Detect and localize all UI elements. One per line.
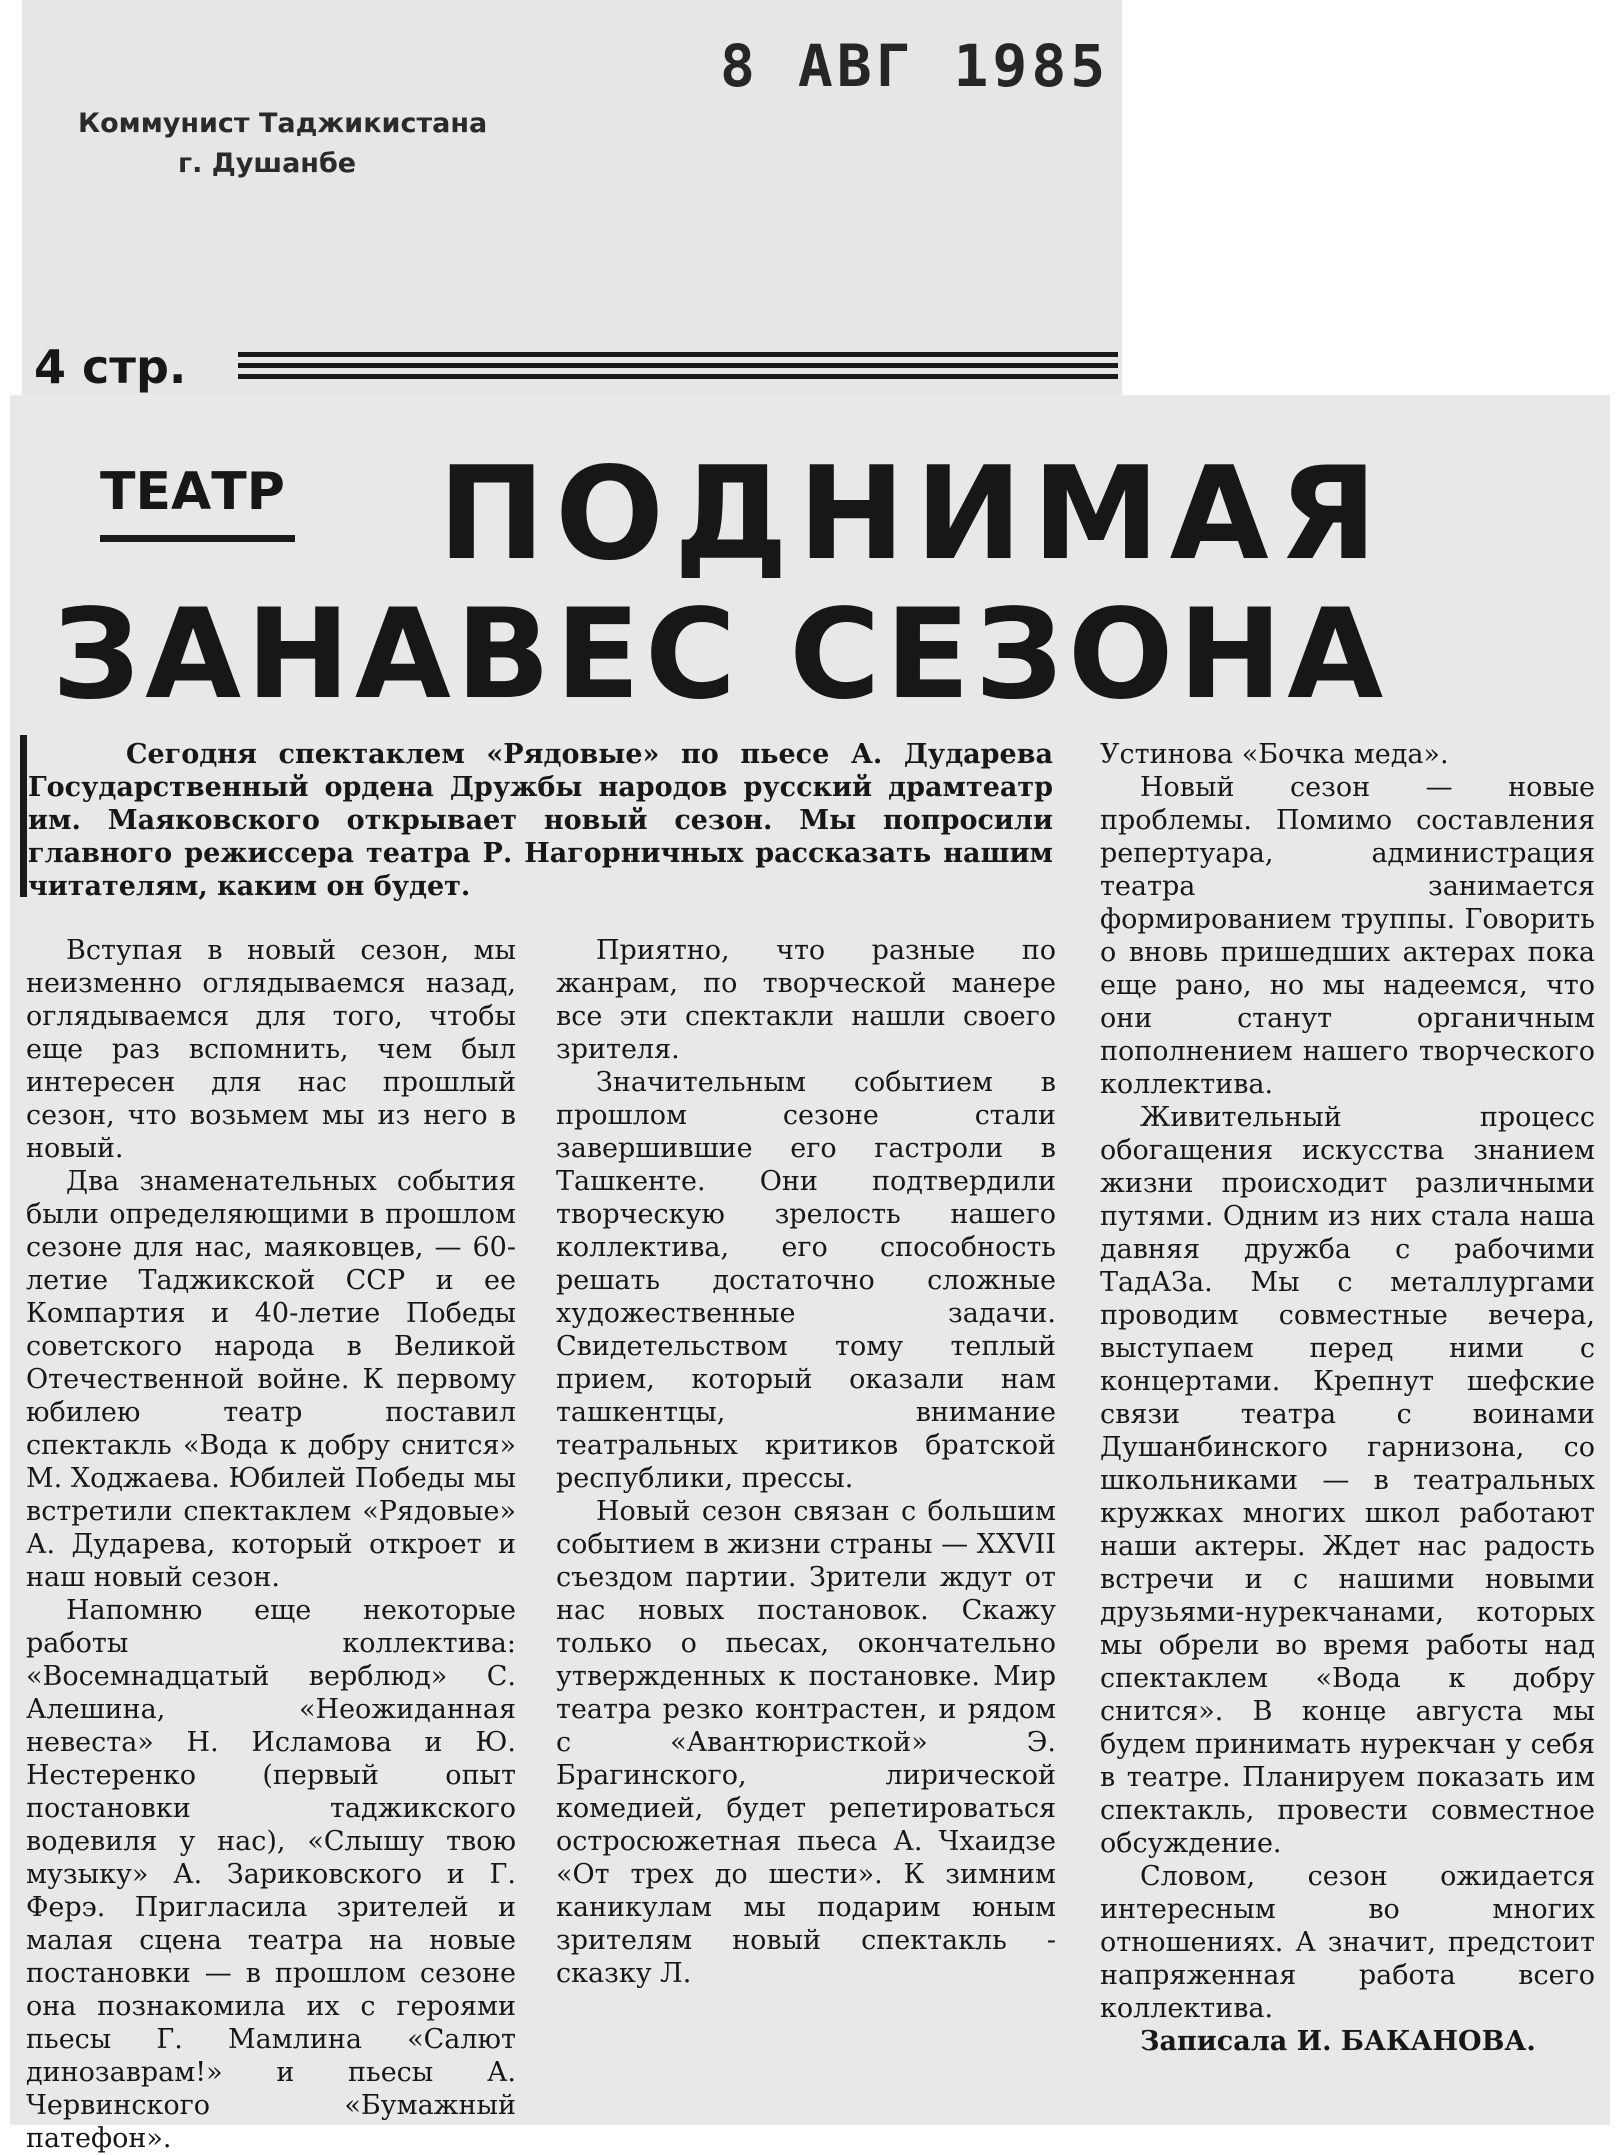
paragraph: Живительный процесс обогащения искусства знанием жизни происходит различными путями. Одним из них стала наша давняя дружба с рабочими ТадАЗа. Мы с металлургами проводим совместные вечера, выступаем перед ними с концертами. Крепнут шефские связи театра с воинами Душанбинского гарнизона, со школьниками — в театральных кружках многих школ работают наши актеры. Ждет нас радость встречи и с нашими новыми друзьями-нурекчанами, которых мы обрели во время работы над спектаклем «Вода к добру снится». В конце августа мы будем принимать нурекчан у себя в театре. Планируем показать им спектакль, провести совместное обсуждение. (1100, 1102, 1595, 1859)
page-number: 4 стр. (34, 340, 187, 394)
headline-line-1: ПОДНИМАЯ (438, 440, 1388, 589)
rule-line (238, 374, 1118, 379)
paragraph: Словом, сезон ожидается интересным во многих отношениях. А значит, предстоит напряженная работа всего коллектива. (1100, 1861, 1595, 2024)
newspaper-stamp: Коммунист Таджикистана (78, 108, 488, 139)
paragraph: Значительным событием в прошлом сезоне стали завершившие его гастроли в Ташкенте. Они подтвердили творческую зрелость нашего коллектива, его способность решать достаточно сложные художественные задачи. Свидетельством тому теплый прием, который оказали нам ташкентцы, внимание театральных критиков братской республики, прессы. (556, 1067, 1056, 1494)
rule-line (238, 352, 1118, 357)
text-column-3 (1100, 738, 1595, 2058)
rubric-underline (100, 535, 295, 542)
rubric-label: ТЕАТР (100, 462, 285, 522)
headline-line-2: ЗАНАВЕС СЕЗОНА (52, 583, 1389, 727)
paragraph: Приятно, что разные по жанрам, по творческой манере все эти спектакли нашли своего зрителя. (556, 935, 1056, 1065)
paragraph: Новый сезон связан с большим событием в жизни страны — XXVII съездом партии. Зрители ждут от нас новых постановок. Скажу только о пьесах, окончательно утвержденных к постановке. Мир театра резко контрастен, и рядом с «Авантюристкой» Э. Брагинского, лирической комедией, будет репетироваться остросюжетная пьеса А. Чхаидзе «От трех до шести». К зимним каникулам мы подарим юным зрителям новый спектакль - сказку Л. (556, 1496, 1056, 1989)
rule-line (238, 363, 1118, 368)
header-rule (238, 352, 1118, 385)
author-signature: Записала И. БАКАНОВА. (1140, 2026, 1536, 2057)
paragraph: Вступая в новый сезон, мы неизменно оглядываемся назад, оглядываемся для того, чтобы еще раз вспомнить, чем был интересен для нас прошлый сезон, что возьмем мы из него в новый. (26, 935, 516, 1164)
text-column-2 (556, 934, 1056, 1990)
paragraph: Два знаменательных события были определяющими в прошлом сезоне для нас, маяковцев, — 60-летие Таджикской ССР и ее Компартия и 40-летие Победы советского народа в Великой Отечественной войне. К первому юбилею театр поставил спектакль «Вода к добру снится» М. Ходжаева. Юбилей Победы мы встретили спектаклем «Рядовые» А. Дударева, который откроет и наш новый сезон. (26, 1166, 516, 1593)
text-column-1 (26, 934, 516, 2155)
city-stamp: г. Душанбе (178, 148, 357, 179)
lead-marker (20, 735, 27, 897)
lead-paragraph: Сегодня спектаклем «Рядовые» по пьесе А. Дударева Государственный ордена Дружбы народов русский драмтеатр им. Маяковского открывает новый сезон. Мы попросили главного режиссера театра Р. Нагорничных рассказать нашим читателям, каким он будет. (28, 739, 1053, 902)
date-stamp: 8 АВГ 1985 (720, 32, 1110, 100)
paragraph: Напомню еще некоторые работы коллектива: «Восемнадцатый верблюд» С. Алешина, «Неожиданная невеста» Н. Исламова и Ю. Нестеренко (первый опыт постановки таджикского водевиля у нас), «Слышу твою музыку» А. Зариковского и Г. Ферэ. Пригласила зрителей и малая сцена театра на новые постановки — в прошлом сезоне она познакомила их с героями пьесы Г. Мамлина «Салют динозаврам!» и пьесы А. Червинского «Бумажный патефон». (26, 1595, 516, 2154)
paragraph: Новый сезон — новые проблемы. Помимо составления репертуара, администрация театра занимается формированием труппы. Говорить о вновь пришедших актерах пока еще рано, но мы надеемся, что они станут органичным пополнением нашего творческого коллектива. (1100, 772, 1595, 1100)
paragraph-continuation: Устинова «Бочка меда». (1100, 739, 1449, 770)
